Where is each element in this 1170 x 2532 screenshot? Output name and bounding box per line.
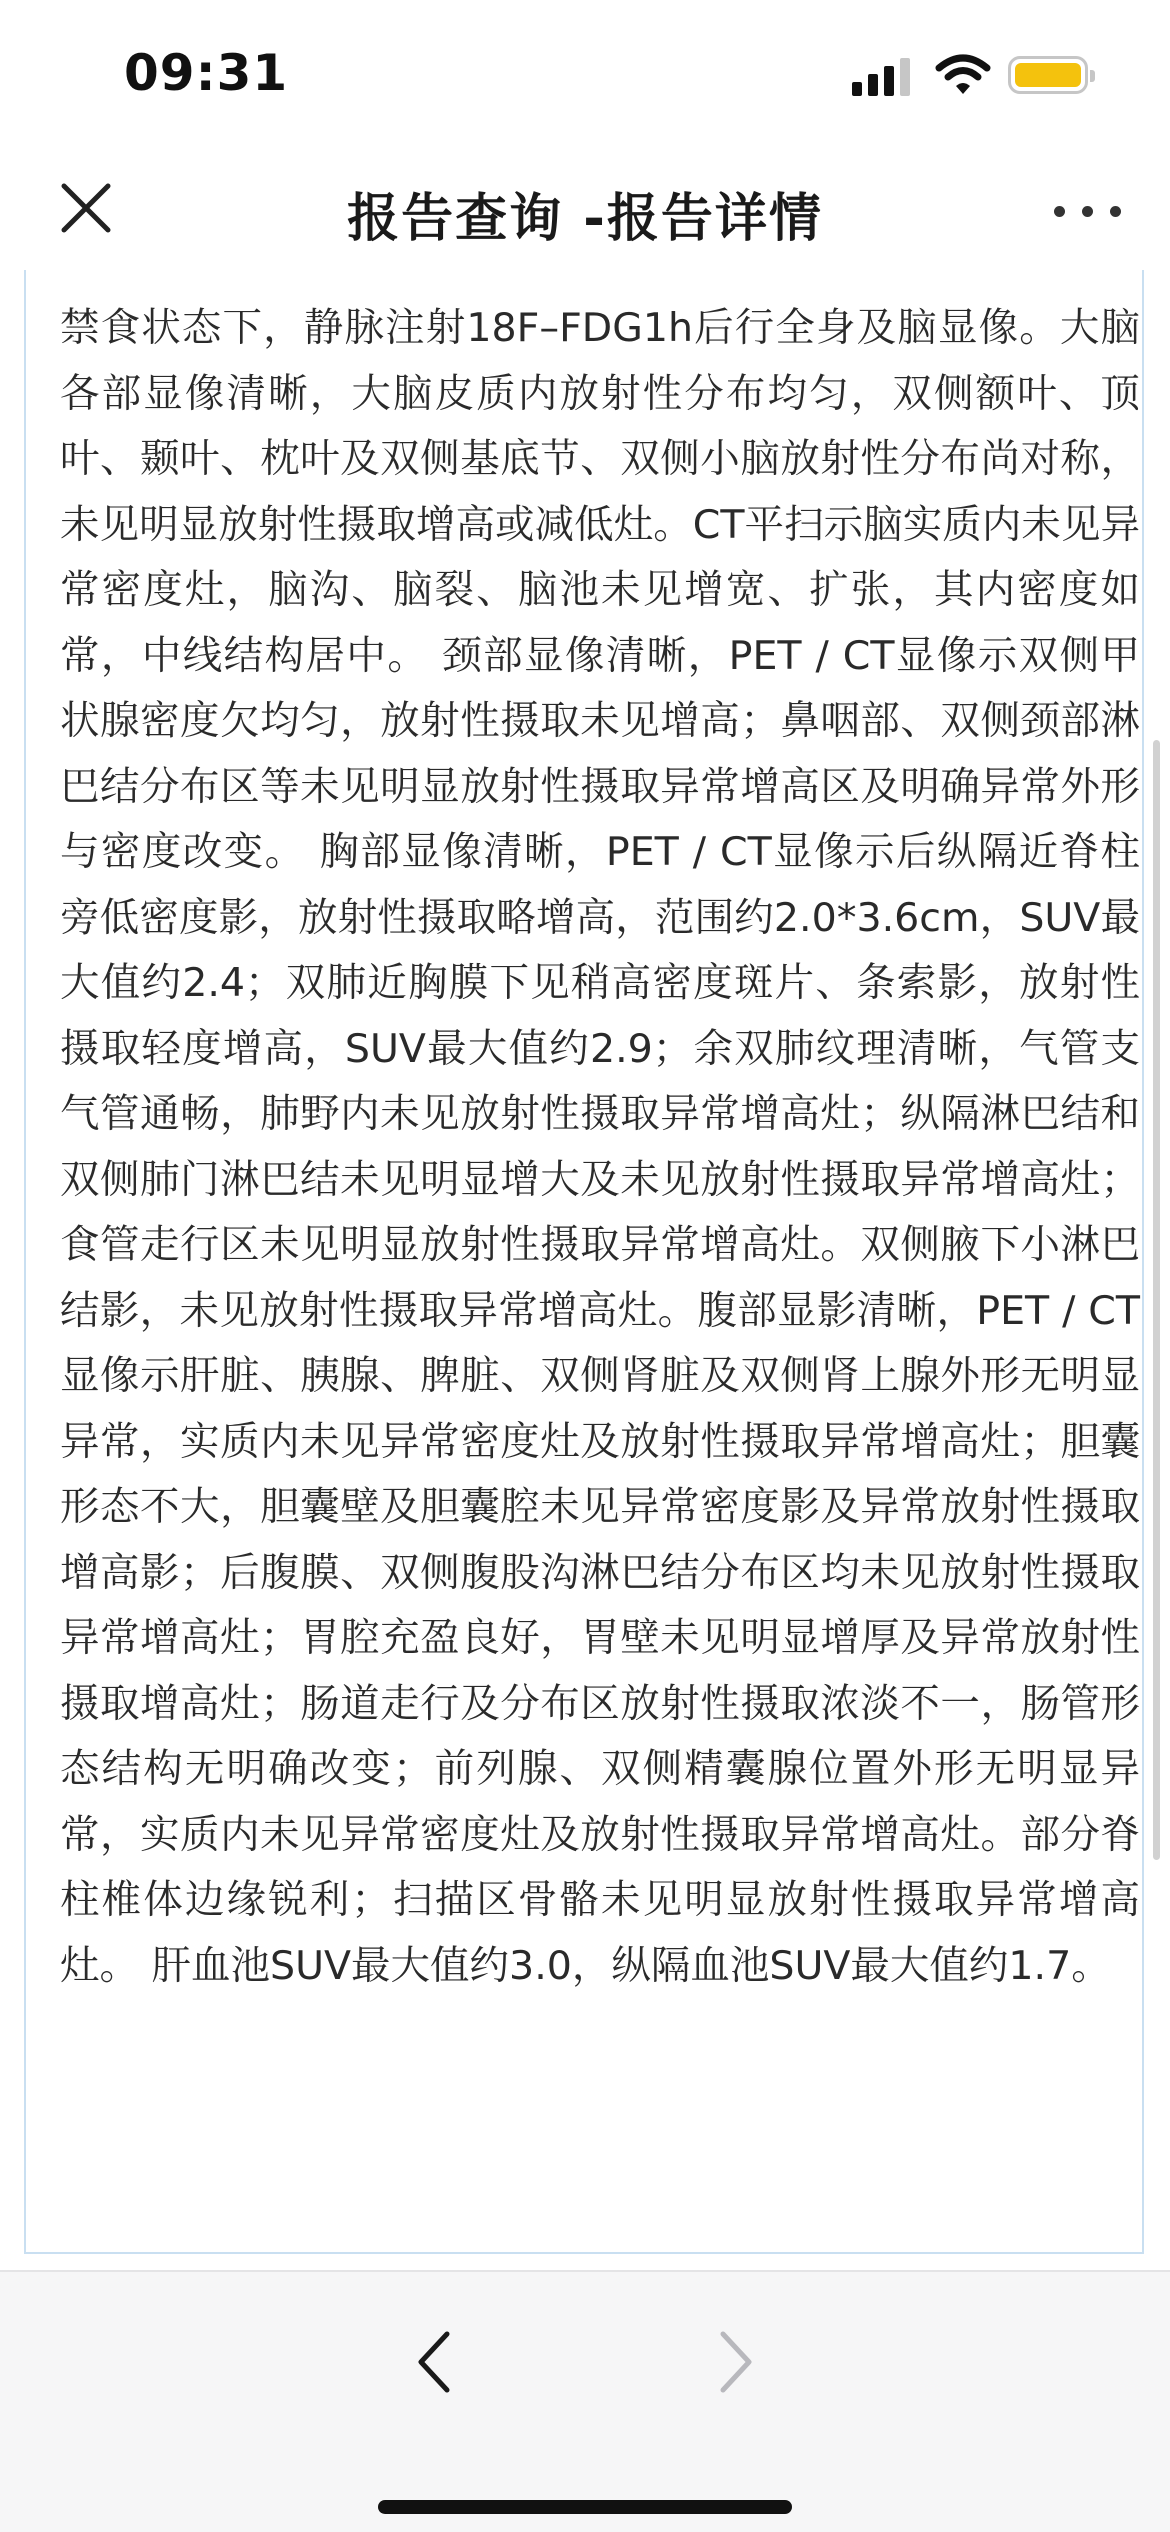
bottom-toolbar bbox=[0, 2270, 1170, 2532]
forward-button[interactable] bbox=[705, 2322, 765, 2402]
report-body-text: 禁食状态下，静脉注射18F–FDG1h后行全身及脑显像。大脑各部显像清晰，大脑皮质内放射性分布均匀，双侧额叶、顶叶、颞叶、枕叶及双侧基底节、双侧小脑放射性分布尚对称，未见明显放射性摄取增高或减低灶。CT平扫示脑实质内未见异常密度灶，脑沟、脑裂、脑池未见增宽、扩张，其内密度如常，中线结构居中。 颈部显像清晰，PET / CT显像示双侧甲状腺密度欠均匀，放射性摄取未见增高；鼻咽部、双侧颈部淋巴结分布区等未见明显放射性摄取异常增高区及明确异常外形与密度改变。 胸部显像清晰，PET / CT显像示后纵隔近脊柱旁低密度影，放射性摄取略增高，范围约2.0*3.6cm，SUV最大值约2.4；双肺近胸膜下见稍高密度斑片、条索影，放射性摄取轻度增高，SUV最大值约2.9；余双肺纹理清晰，气管支气管通畅，肺野内未见放射性摄取异常增高灶；纵隔淋巴结和双侧肺门淋巴结未见明显增大及未见放射性摄取异常增高灶；食管走行区未见明显放射性摄取异常增高灶。双侧腋下小淋巴结影，未见放射性摄取异常增高灶。腹部显影清晰，PET / CT显像示肝脏、胰腺、脾脏、双侧肾脏及双侧肾上腺外形无明显异常，实质内未见异常密度灶及放射性摄取异常增高灶；胆囊形态不大，胆囊壁及胆囊腔未见异常密度影及异常放射性摄取增高影；后腹膜、双侧腹股沟淋巴结分布区均未见放射性摄取异常增高灶；胃腔充盈良好，胃壁未见明显增厚及异常放射性摄取增高灶；肠道走行及分布区放射性摄取浓淡不一，肠管形态结构无明确改变；前列腺、双侧精囊腺位置外形无明显异常，实质内未见异常密度灶及放射性摄取异常增高灶。部分脊柱椎体边缘锐利；扫描区骨骼未见明显放射性摄取异常增高灶。 肝血池SUV最大值约3.0，纵隔血池SUV最大值约1.7。 bbox=[60, 305, 1140, 1989]
chevron-right-icon bbox=[705, 2322, 765, 2402]
nav-bar bbox=[0, 150, 1170, 270]
scrollbar[interactable] bbox=[1153, 740, 1160, 1860]
wifi-icon bbox=[935, 54, 991, 96]
report-scroll-area[interactable] bbox=[0, 270, 1170, 2270]
status-time: 09:31 bbox=[124, 44, 289, 102]
chevron-left-icon bbox=[405, 2322, 465, 2402]
report-container bbox=[24, 270, 1144, 2254]
status-bar bbox=[0, 0, 1170, 150]
more-button[interactable] bbox=[1048, 180, 1128, 240]
page-title: 报告查询 -报告详情 bbox=[347, 189, 823, 249]
back-button[interactable] bbox=[405, 2322, 465, 2402]
cellular-signal-icon bbox=[852, 56, 914, 96]
home-indicator[interactable] bbox=[378, 2500, 792, 2514]
battery-icon bbox=[1008, 56, 1088, 94]
more-dots-icon bbox=[1054, 206, 1065, 217]
